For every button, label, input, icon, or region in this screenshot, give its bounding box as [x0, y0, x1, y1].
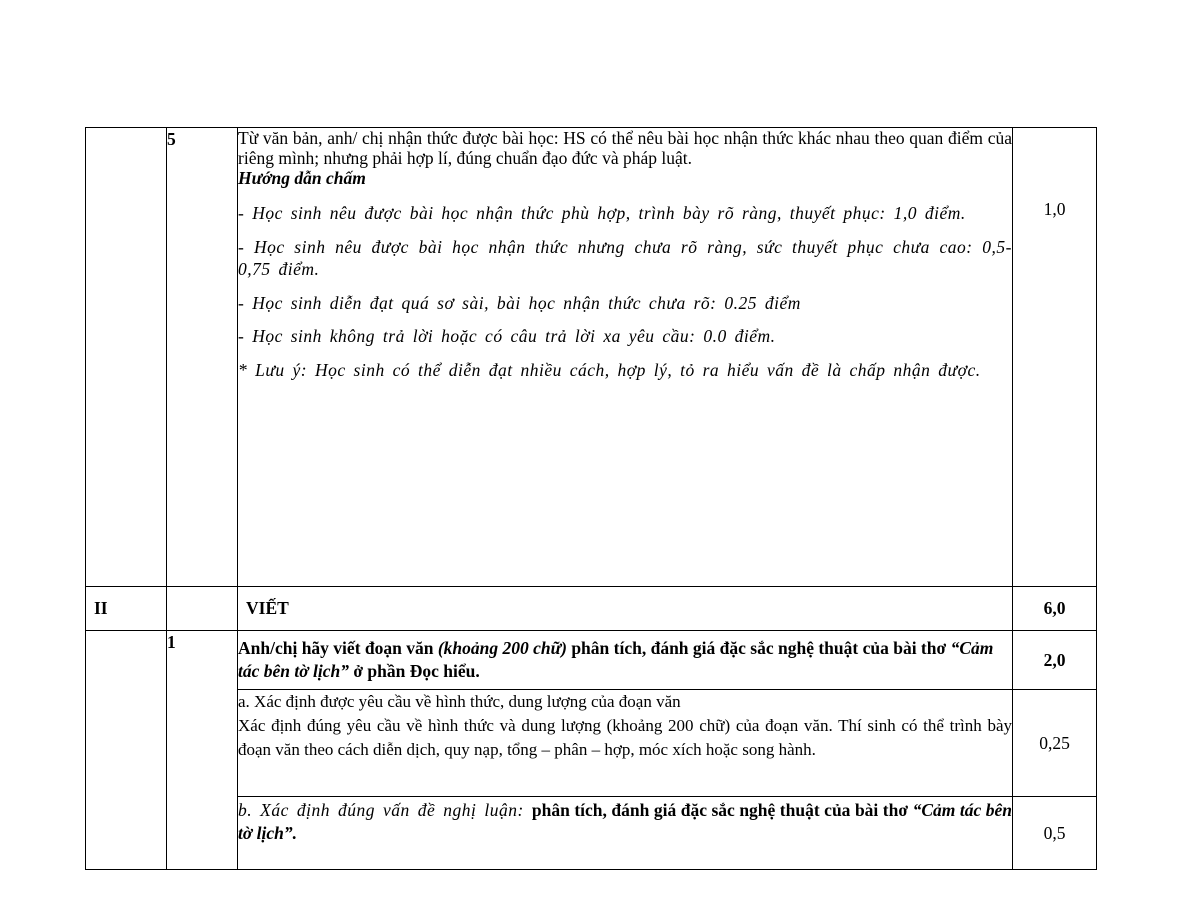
criterion-b-label: b. Xác định đúng vấn đề nghị luận:: [238, 800, 532, 820]
part-number: II: [86, 587, 167, 631]
prompt-length: (khoảng 200 chữ): [437, 638, 567, 658]
criterion-4: - Học sinh không trả lời hoặc có câu trả lời xa yêu cầu: 0.0 điểm.: [238, 326, 776, 346]
criterion-a-cell: [238, 690, 1013, 797]
note: * Lưu ý: Học sinh có thể diễn đạt nhiều cách, hợp lý, tỏ ra hiểu vấn đề là chấp nhận được.: [238, 359, 981, 380]
guide-title: Hướng dẫn chấm: [238, 168, 366, 188]
table-row-q1b: [86, 797, 1097, 870]
question-number: 5: [167, 128, 238, 587]
score-cell: 1,0: [1013, 128, 1097, 587]
criterion-3: - Học sinh diễn đạt quá sơ sài, bài học nhận thức chưa rõ: 0.25 điểm: [238, 292, 801, 313]
answer-intro: Từ văn bản, anh/ chị nhận thức được bài học: HS có thể nêu bài học nhận thức khác nhau theo quan điểm của riêng mình; nhưng phải hợp lí, đúng chuẩn đạo đức và pháp luật.: [238, 128, 1012, 168]
criterion-1: - Học sinh nêu được bài học nhận thức phù hợp, trình bày rõ ràng, thuyết phục: 1,0 điểm.: [238, 203, 966, 223]
criterion-b-cell: [238, 797, 1013, 870]
prompt-text: phân tích, đánh giá đặc sắc nghệ thuật của bài thơ: [566, 638, 951, 658]
table-row-q1: [86, 631, 1097, 690]
table-row-q1a: [86, 690, 1097, 797]
criterion-b-text: phân tích, đánh giá đặc sắc nghệ thuật của bài thơ: [531, 800, 913, 820]
poem-title: “Cảm tác bên tờ lịch”.: [238, 800, 1012, 843]
question-prompt: [238, 631, 1013, 690]
table-row-q5: [86, 128, 1097, 587]
criterion-a-score: 0,25: [1013, 690, 1097, 797]
answer-cell: [238, 128, 1013, 587]
part-cell: [86, 631, 167, 870]
section-title: VIẾT: [238, 587, 1013, 631]
criterion-a-title: a. Xác định được yêu cầu về hình thức, dung lượng của đoạn văn: [238, 692, 681, 711]
section-score: 6,0: [1013, 587, 1097, 631]
prompt-text: ở phần Đọc hiểu.: [348, 660, 480, 681]
grading-table: [85, 127, 1097, 870]
part-cell: [86, 128, 167, 587]
question-score: 2,0: [1013, 631, 1097, 690]
question-number: 1: [167, 631, 238, 870]
prompt-text: Anh/chị hãy viết đoạn văn: [238, 638, 438, 658]
criterion-2: - Học sinh nêu được bài học nhận thức nhưng chưa rõ ràng, sức thuyết phục chưa cao: 0,5- 0,75 điểm.: [238, 236, 1012, 279]
empty-cell: [167, 587, 238, 631]
poem-title: “Cảm tác bên tờ lịch”: [238, 638, 994, 681]
criterion-b-score: 0,5: [1013, 797, 1097, 870]
table-row-section-2: [86, 587, 1097, 631]
criterion-a-text: Xác định đúng yêu cầu về hình thức và dung lượng (khoảng 200 chữ) của đoạn văn. Thí sinh có thể trình bày đoạn văn theo cách diễn dịch, quy nạp, tổng – phân – hợp, móc xích hoặc song hành.: [238, 716, 1012, 759]
